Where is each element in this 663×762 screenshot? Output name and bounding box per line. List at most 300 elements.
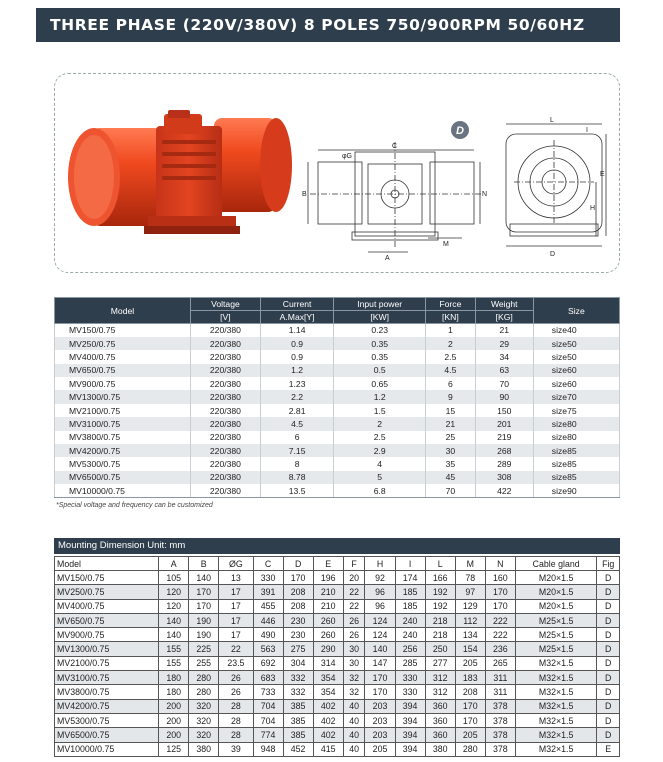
table-row bbox=[55, 585, 620, 599]
table-cell: 25 bbox=[426, 431, 476, 444]
table-cell: 190 bbox=[189, 613, 219, 627]
table-cell: D bbox=[597, 585, 620, 599]
table-cell: 170 bbox=[485, 599, 515, 613]
dim-label-m: M bbox=[443, 241, 449, 248]
table-cell: 250 bbox=[425, 642, 455, 656]
dim-label-c: C bbox=[392, 143, 398, 150]
table-cell: 196 bbox=[313, 571, 343, 585]
table-cell: 17 bbox=[219, 613, 253, 627]
table-cell: D bbox=[597, 599, 620, 613]
table-cell: M25×1.5 bbox=[515, 642, 597, 656]
table-cell: 332 bbox=[283, 671, 313, 685]
table-cell: 265 bbox=[485, 656, 515, 670]
table-cell: MV400/0.75 bbox=[55, 599, 159, 613]
spec-header-power: Input power bbox=[334, 298, 426, 311]
table-cell: 220/380 bbox=[190, 377, 260, 390]
table-cell: 285 bbox=[395, 656, 425, 670]
table-cell: 22 bbox=[219, 642, 253, 656]
table-cell: 124 bbox=[365, 613, 395, 627]
spec-unit-weight: [KG] bbox=[475, 311, 533, 324]
table-row bbox=[55, 671, 620, 685]
table-cell: 170 bbox=[365, 671, 395, 685]
table-cell: 378 bbox=[485, 742, 515, 756]
table-cell: 218 bbox=[425, 628, 455, 642]
table-cell: MV150/0.75 bbox=[55, 324, 191, 337]
table-cell: 394 bbox=[395, 742, 425, 756]
table-cell: 220/380 bbox=[190, 337, 260, 350]
table-cell: 13 bbox=[219, 571, 253, 585]
table-row bbox=[55, 713, 620, 727]
spec-table bbox=[54, 297, 620, 498]
table-cell: 290 bbox=[313, 642, 343, 656]
table-cell: 2.5 bbox=[334, 431, 426, 444]
table-cell: 330 bbox=[395, 671, 425, 685]
spec-table-body bbox=[55, 324, 620, 498]
table-cell: 230 bbox=[283, 628, 313, 642]
table-cell: E bbox=[597, 742, 620, 756]
page-title: THREE PHASE (220V/380V) 8 POLES 750/900RPM 50/60HZ bbox=[36, 8, 620, 42]
table-cell: 4.5 bbox=[426, 364, 476, 377]
table-cell: 220/380 bbox=[190, 444, 260, 457]
table-cell: 360 bbox=[425, 699, 455, 713]
table-cell: D bbox=[597, 685, 620, 699]
table-cell: 220/380 bbox=[190, 484, 260, 497]
column-header: ØG bbox=[219, 557, 253, 571]
table-cell: 222 bbox=[485, 613, 515, 627]
table-cell: 402 bbox=[313, 713, 343, 727]
table-cell: M20×1.5 bbox=[515, 599, 597, 613]
table-cell: 203 bbox=[365, 713, 395, 727]
table-cell: MV3800/0.75 bbox=[55, 431, 191, 444]
table-cell: 230 bbox=[283, 613, 313, 627]
table-cell: MV2100/0.75 bbox=[55, 656, 159, 670]
column-header: H bbox=[365, 557, 395, 571]
table-row bbox=[55, 656, 620, 670]
table-cell: M32×1.5 bbox=[515, 671, 597, 685]
table-cell: 34 bbox=[475, 350, 533, 363]
table-cell: M32×1.5 bbox=[515, 728, 597, 742]
table-cell: 30 bbox=[426, 444, 476, 457]
table-cell: 220/380 bbox=[190, 457, 260, 470]
table-cell: size60 bbox=[533, 377, 619, 390]
table-cell: 170 bbox=[485, 585, 515, 599]
table-cell: 1.14 bbox=[260, 324, 333, 337]
table-cell: 2.5 bbox=[426, 350, 476, 363]
table-cell: 208 bbox=[283, 585, 313, 599]
table-cell: 704 bbox=[253, 699, 283, 713]
table-cell: MV3100/0.75 bbox=[55, 671, 159, 685]
table-cell: MV900/0.75 bbox=[55, 377, 191, 390]
table-cell: 17 bbox=[219, 628, 253, 642]
table-cell: size80 bbox=[533, 417, 619, 430]
table-cell: 0.35 bbox=[334, 350, 426, 363]
table-row bbox=[55, 742, 620, 756]
table-cell: 692 bbox=[253, 656, 283, 670]
table-cell: 0.23 bbox=[334, 324, 426, 337]
dim-label-b: B bbox=[302, 191, 307, 198]
table-cell: M32×1.5 bbox=[515, 699, 597, 713]
table-row bbox=[55, 337, 620, 350]
table-cell: 332 bbox=[283, 685, 313, 699]
table-cell: 63 bbox=[475, 364, 533, 377]
table-cell: 0.9 bbox=[260, 337, 333, 350]
table-cell: size50 bbox=[533, 337, 619, 350]
table-cell: 70 bbox=[426, 484, 476, 497]
table-cell: 154 bbox=[455, 642, 485, 656]
table-cell: 260 bbox=[313, 613, 343, 627]
table-cell: 120 bbox=[159, 585, 189, 599]
dim-label-h: H bbox=[590, 205, 596, 212]
table-cell: 17 bbox=[219, 585, 253, 599]
table-cell: 32 bbox=[343, 685, 365, 699]
table-cell: 391 bbox=[253, 585, 283, 599]
table-cell: 40 bbox=[343, 713, 365, 727]
table-cell: 129 bbox=[455, 599, 485, 613]
table-cell: MV3800/0.75 bbox=[55, 685, 159, 699]
table-cell: 240 bbox=[395, 628, 425, 642]
table-cell: 733 bbox=[253, 685, 283, 699]
table-cell: 70 bbox=[475, 377, 533, 390]
table-cell: 4.5 bbox=[260, 417, 333, 430]
table-cell: 220/380 bbox=[190, 471, 260, 484]
table-cell: 26 bbox=[343, 613, 365, 627]
table-cell: 402 bbox=[313, 728, 343, 742]
table-cell: 280 bbox=[189, 671, 219, 685]
table-cell: MV2100/0.75 bbox=[55, 404, 191, 417]
table-cell: 205 bbox=[365, 742, 395, 756]
table-cell: 452 bbox=[283, 742, 313, 756]
table-cell: MV3100/0.75 bbox=[55, 417, 191, 430]
table-cell: 378 bbox=[485, 713, 515, 727]
table-cell: 17 bbox=[219, 599, 253, 613]
table-cell: 415 bbox=[313, 742, 343, 756]
table-cell: 140 bbox=[189, 571, 219, 585]
table-cell: 30 bbox=[343, 642, 365, 656]
table-cell: 120 bbox=[159, 599, 189, 613]
table-cell: 23.5 bbox=[219, 656, 253, 670]
table-cell: M20×1.5 bbox=[515, 585, 597, 599]
table-cell: 378 bbox=[485, 728, 515, 742]
column-header: B bbox=[189, 557, 219, 571]
table-cell: 203 bbox=[365, 728, 395, 742]
table-cell: 26 bbox=[219, 685, 253, 699]
spec-unit-current: A.Max[Y] bbox=[260, 311, 333, 324]
table-cell: MV1300/0.75 bbox=[55, 390, 191, 403]
table-row bbox=[55, 484, 620, 497]
spec-unit-force: [KN] bbox=[426, 311, 476, 324]
table-cell: 380 bbox=[425, 742, 455, 756]
table-cell: 360 bbox=[425, 728, 455, 742]
table-cell: 124 bbox=[365, 628, 395, 642]
table-cell: 1 bbox=[426, 324, 476, 337]
table-cell: MV650/0.75 bbox=[55, 364, 191, 377]
table-cell: 354 bbox=[313, 685, 343, 699]
table-cell: MV250/0.75 bbox=[55, 337, 191, 350]
table-cell: 21 bbox=[426, 417, 476, 430]
table-cell: MV4200/0.75 bbox=[55, 444, 191, 457]
column-header: N bbox=[485, 557, 515, 571]
table-cell: 385 bbox=[283, 713, 313, 727]
table-cell: 0.35 bbox=[334, 337, 426, 350]
table-cell: 90 bbox=[475, 390, 533, 403]
table-cell: D bbox=[597, 699, 620, 713]
table-cell: 183 bbox=[455, 671, 485, 685]
table-cell: 446 bbox=[253, 613, 283, 627]
table-cell: 8 bbox=[260, 457, 333, 470]
table-cell: MV5300/0.75 bbox=[55, 713, 159, 727]
table-cell: 92 bbox=[365, 571, 395, 585]
table-cell: size75 bbox=[533, 404, 619, 417]
table-cell: D bbox=[597, 671, 620, 685]
table-cell: 210 bbox=[313, 585, 343, 599]
table-cell: 140 bbox=[365, 642, 395, 656]
table-row bbox=[55, 728, 620, 742]
table-cell: 220/380 bbox=[190, 350, 260, 363]
table-cell: 140 bbox=[159, 628, 189, 642]
spec-header-weight: Weight bbox=[475, 298, 533, 311]
table-cell: size90 bbox=[533, 484, 619, 497]
table-cell: 0.5 bbox=[334, 364, 426, 377]
table-cell: 1.2 bbox=[334, 390, 426, 403]
table-cell: size70 bbox=[533, 390, 619, 403]
table-cell: MV1300/0.75 bbox=[55, 642, 159, 656]
table-cell: M32×1.5 bbox=[515, 685, 597, 699]
table-cell: M32×1.5 bbox=[515, 713, 597, 727]
table-row bbox=[55, 350, 620, 363]
spec-header-model: Model bbox=[55, 298, 191, 324]
table-cell: 280 bbox=[455, 742, 485, 756]
table-cell: MV900/0.75 bbox=[55, 628, 159, 642]
table-cell: 26 bbox=[219, 671, 253, 685]
table-cell: 28 bbox=[219, 713, 253, 727]
table-cell: 260 bbox=[313, 628, 343, 642]
table-cell: 8.78 bbox=[260, 471, 333, 484]
table-cell: 140 bbox=[159, 613, 189, 627]
dimension-drawing bbox=[300, 112, 610, 262]
table-cell: 170 bbox=[455, 713, 485, 727]
table-cell: 40 bbox=[343, 728, 365, 742]
table-cell: 378 bbox=[485, 699, 515, 713]
table-cell: 2.9 bbox=[334, 444, 426, 457]
table-cell: 6 bbox=[260, 431, 333, 444]
table-cell: MV6500/0.75 bbox=[55, 728, 159, 742]
dim-label-d: D bbox=[550, 251, 556, 258]
table-cell: 105 bbox=[159, 571, 189, 585]
table-cell: D bbox=[597, 656, 620, 670]
table-cell: 112 bbox=[455, 613, 485, 627]
table-cell: 7.15 bbox=[260, 444, 333, 457]
table-cell: 6.8 bbox=[334, 484, 426, 497]
table-row bbox=[55, 444, 620, 457]
table-cell: 277 bbox=[425, 656, 455, 670]
table-cell: 354 bbox=[313, 671, 343, 685]
table-cell: 35 bbox=[426, 457, 476, 470]
table-cell: 304 bbox=[283, 656, 313, 670]
table-cell: MV400/0.75 bbox=[55, 350, 191, 363]
table-cell: 96 bbox=[365, 585, 395, 599]
table-cell: size85 bbox=[533, 457, 619, 470]
table-cell: 0.65 bbox=[334, 377, 426, 390]
table-cell: D bbox=[597, 571, 620, 585]
table-cell: MV150/0.75 bbox=[55, 571, 159, 585]
table-cell: 170 bbox=[365, 685, 395, 699]
table-cell: 220/380 bbox=[190, 324, 260, 337]
table-cell: 5 bbox=[334, 471, 426, 484]
table-cell: M25×1.5 bbox=[515, 613, 597, 627]
table-row bbox=[55, 457, 620, 470]
table-row bbox=[55, 471, 620, 484]
table-cell: M20×1.5 bbox=[515, 571, 597, 585]
table-cell: MV6500/0.75 bbox=[55, 471, 191, 484]
table-cell: D bbox=[597, 628, 620, 642]
table-cell: 170 bbox=[189, 599, 219, 613]
table-cell: D bbox=[597, 728, 620, 742]
table-cell: M25×1.5 bbox=[515, 628, 597, 642]
table-cell: 28 bbox=[219, 728, 253, 742]
table-cell: 180 bbox=[159, 685, 189, 699]
table-cell: 704 bbox=[253, 713, 283, 727]
table-cell: 22 bbox=[343, 585, 365, 599]
dim-label-i: I bbox=[586, 127, 588, 134]
table-row bbox=[55, 628, 620, 642]
table-cell: size85 bbox=[533, 471, 619, 484]
table-cell: 218 bbox=[425, 613, 455, 627]
table-cell: 312 bbox=[425, 685, 455, 699]
table-cell: 201 bbox=[475, 417, 533, 430]
table-cell: 2.2 bbox=[260, 390, 333, 403]
table-cell: 13.5 bbox=[260, 484, 333, 497]
table-cell: 200 bbox=[159, 699, 189, 713]
table-cell: 219 bbox=[475, 431, 533, 444]
table-cell: 192 bbox=[425, 585, 455, 599]
table-cell: 422 bbox=[475, 484, 533, 497]
table-cell: 320 bbox=[189, 728, 219, 742]
table-cell: 40 bbox=[343, 699, 365, 713]
column-header: L bbox=[425, 557, 455, 571]
column-header: D bbox=[283, 557, 313, 571]
table-cell: 78 bbox=[455, 571, 485, 585]
table-cell: 208 bbox=[455, 685, 485, 699]
table-cell: M32×1.5 bbox=[515, 656, 597, 670]
table-cell: 155 bbox=[159, 656, 189, 670]
table-row bbox=[55, 642, 620, 656]
table-cell: 26 bbox=[343, 628, 365, 642]
table-row bbox=[55, 390, 620, 403]
table-cell: 147 bbox=[365, 656, 395, 670]
table-cell: 180 bbox=[159, 671, 189, 685]
table-cell: 220/380 bbox=[190, 431, 260, 444]
table-cell: 32 bbox=[343, 671, 365, 685]
table-cell: MV10000/0.75 bbox=[55, 484, 191, 497]
table-cell: 1.5 bbox=[334, 404, 426, 417]
table-cell: 166 bbox=[425, 571, 455, 585]
table-cell: 170 bbox=[455, 699, 485, 713]
table-cell: 240 bbox=[395, 613, 425, 627]
column-header: Cable gland bbox=[515, 557, 597, 571]
table-cell: 29 bbox=[475, 337, 533, 350]
table-cell: 155 bbox=[159, 642, 189, 656]
table-cell: 185 bbox=[395, 599, 425, 613]
column-header: Model bbox=[55, 557, 159, 571]
table-cell: 28 bbox=[219, 699, 253, 713]
table-cell: 185 bbox=[395, 585, 425, 599]
spec-unit-voltage: [V] bbox=[190, 311, 260, 324]
table-cell: 6 bbox=[426, 377, 476, 390]
table-cell: 170 bbox=[283, 571, 313, 585]
table-cell: 563 bbox=[253, 642, 283, 656]
table-cell: size80 bbox=[533, 431, 619, 444]
table-cell: 192 bbox=[425, 599, 455, 613]
table-cell: MV5300/0.75 bbox=[55, 457, 191, 470]
table-cell: 125 bbox=[159, 742, 189, 756]
table-cell: 1.23 bbox=[260, 377, 333, 390]
table-cell: 150 bbox=[475, 404, 533, 417]
table-cell: 220/380 bbox=[190, 390, 260, 403]
table-cell: 2 bbox=[334, 417, 426, 430]
dim-label-n: N bbox=[482, 191, 488, 198]
table-cell: 275 bbox=[283, 642, 313, 656]
table-cell: 490 bbox=[253, 628, 283, 642]
table-cell: 330 bbox=[395, 685, 425, 699]
spec-header-size: Size bbox=[533, 298, 619, 324]
table-cell: 200 bbox=[159, 728, 189, 742]
table-cell: 455 bbox=[253, 599, 283, 613]
table-cell: 97 bbox=[455, 585, 485, 599]
table-cell: 289 bbox=[475, 457, 533, 470]
mounting-header-row bbox=[55, 557, 620, 571]
table-cell: 220/380 bbox=[190, 417, 260, 430]
table-cell: 30 bbox=[343, 656, 365, 670]
table-row bbox=[55, 364, 620, 377]
table-cell: 45 bbox=[426, 471, 476, 484]
spec-header-voltage: Voltage bbox=[190, 298, 260, 311]
column-header: E bbox=[313, 557, 343, 571]
table-cell: 2 bbox=[426, 337, 476, 350]
table-cell: 394 bbox=[395, 699, 425, 713]
table-cell: 21 bbox=[475, 324, 533, 337]
dim-label-e: E bbox=[600, 171, 605, 178]
table-cell: size85 bbox=[533, 444, 619, 457]
table-cell: 190 bbox=[189, 628, 219, 642]
table-cell: 320 bbox=[189, 713, 219, 727]
table-cell: D bbox=[597, 713, 620, 727]
table-cell: 255 bbox=[189, 656, 219, 670]
table-cell: 268 bbox=[475, 444, 533, 457]
table-cell: 15 bbox=[426, 404, 476, 417]
dim-label-a: A bbox=[385, 255, 390, 262]
table-cell: 22 bbox=[343, 599, 365, 613]
table-cell: 314 bbox=[313, 656, 343, 670]
table-cell: 311 bbox=[485, 685, 515, 699]
table-cell: 256 bbox=[395, 642, 425, 656]
table-cell: 385 bbox=[283, 728, 313, 742]
table-cell: 4 bbox=[334, 457, 426, 470]
table-row bbox=[55, 431, 620, 444]
column-header: A bbox=[159, 557, 189, 571]
table-cell: 220/380 bbox=[190, 364, 260, 377]
table-cell: 948 bbox=[253, 742, 283, 756]
table-row bbox=[55, 599, 620, 613]
table-row bbox=[55, 404, 620, 417]
table-cell: 774 bbox=[253, 728, 283, 742]
table-cell: 210 bbox=[313, 599, 343, 613]
spec-header-force: Force bbox=[426, 298, 476, 311]
table-row bbox=[55, 685, 620, 699]
table-cell: 96 bbox=[365, 599, 395, 613]
table-row bbox=[55, 571, 620, 585]
table-row bbox=[55, 324, 620, 337]
table-row bbox=[55, 613, 620, 627]
